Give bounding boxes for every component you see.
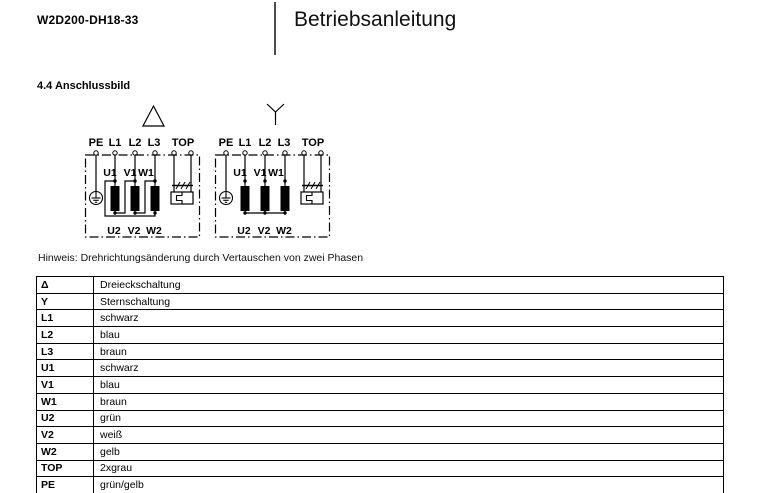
motor-windings (241, 186, 290, 211)
terminal-labels (89, 137, 195, 149)
svg-text:TOP: TOP (171, 137, 195, 149)
svg-text:L2: L2 (128, 137, 142, 149)
color-cell: gelb (94, 443, 724, 460)
table-row (37, 410, 724, 427)
svg-text:L1: L1 (108, 137, 122, 149)
terminal-cell: V1 (37, 377, 94, 394)
svg-text:L3: L3 (147, 137, 161, 149)
table-row (37, 360, 724, 377)
winding-top-labels (233, 167, 284, 179)
terminal-cell: U2 (37, 410, 94, 427)
terminal-cell: L2 (37, 327, 94, 344)
svg-text:V1: V1 (123, 167, 137, 179)
terminal-cell: V2 (37, 427, 94, 444)
svg-text:L3: L3 (277, 137, 291, 149)
terminal-cell: W2 (37, 443, 94, 460)
terminal-cell: Δ (37, 277, 94, 294)
winding-bottom-labels (107, 225, 162, 237)
table-row (37, 343, 724, 360)
thermal-contact-icon (171, 182, 193, 204)
terminal-cell: L3 (37, 343, 94, 360)
earth-icon (220, 192, 233, 205)
svg-text:W1: W1 (268, 167, 284, 179)
header-divider (274, 2, 276, 55)
motor-windings (111, 186, 160, 211)
terminal-cell: U1 (37, 360, 94, 377)
table-row (37, 277, 724, 294)
star-symbol-icon (267, 104, 284, 125)
table-row (37, 310, 724, 327)
terminal-cell: TOP (37, 460, 94, 477)
table-row (37, 427, 724, 444)
svg-text:PE: PE (218, 137, 234, 149)
table-row (37, 293, 724, 310)
terminal-cell: W1 (37, 393, 94, 410)
table-row (37, 327, 724, 344)
color-cell: schwarz (94, 310, 724, 327)
table-row (37, 443, 724, 460)
svg-text:W1: W1 (138, 167, 154, 179)
color-cell: Dreieckschaltung (94, 277, 724, 294)
terminal-cell: L1 (37, 310, 94, 327)
delta-symbol-icon (143, 106, 164, 126)
table-row (37, 477, 724, 493)
svg-text:L2: L2 (258, 137, 272, 149)
star-connection-diagram (214, 98, 336, 244)
section-heading: 4.4 Anschlussbild (37, 80, 131, 92)
svg-text:V1: V1 (253, 167, 267, 179)
winding-top-labels (103, 167, 154, 179)
color-cell: weiß (94, 427, 724, 444)
color-cell: grün (94, 410, 724, 427)
color-cell: 2xgrau (94, 460, 724, 477)
color-cell: schwarz (94, 360, 724, 377)
winding-bottom-labels (237, 225, 292, 237)
table-row (37, 460, 724, 477)
svg-text:V2: V2 (127, 225, 141, 237)
table-row (37, 377, 724, 394)
svg-text:TOP: TOP (301, 137, 325, 149)
svg-text:W2: W2 (146, 225, 162, 237)
table-row (37, 393, 724, 410)
color-cell: blau (94, 327, 724, 344)
model-number: W2D200-DH18-33 (37, 13, 139, 27)
color-cell: braun (94, 393, 724, 410)
earth-icon (90, 192, 103, 205)
rotation-direction-note: Hinweis: Drehrichtungsänderung durch Vertauschen von zwei Phasen (38, 252, 364, 264)
terminal-color-table (36, 276, 724, 493)
svg-text:V2: V2 (257, 225, 271, 237)
thermal-contact-icon (301, 182, 323, 204)
document-title: Betriebsanleitung (294, 8, 457, 31)
svg-text:PE: PE (88, 137, 104, 149)
terminal-labels (219, 137, 325, 149)
color-cell: grün/gelb (94, 477, 724, 493)
svg-text:W2: W2 (276, 225, 292, 237)
terminal-color-table-body (37, 277, 724, 493)
svg-text:L1: L1 (238, 137, 252, 149)
terminal-cell: Y (37, 293, 94, 310)
color-cell: blau (94, 377, 724, 394)
delta-connection-diagram (84, 98, 206, 244)
svg-text:U2: U2 (237, 225, 251, 237)
terminal-cell: PE (37, 477, 94, 493)
color-cell: Sternschaltung (94, 293, 724, 310)
color-cell: braun (94, 343, 724, 360)
svg-text:U2: U2 (107, 225, 121, 237)
svg-text:U1: U1 (233, 167, 247, 179)
svg-text:U1: U1 (103, 167, 117, 179)
